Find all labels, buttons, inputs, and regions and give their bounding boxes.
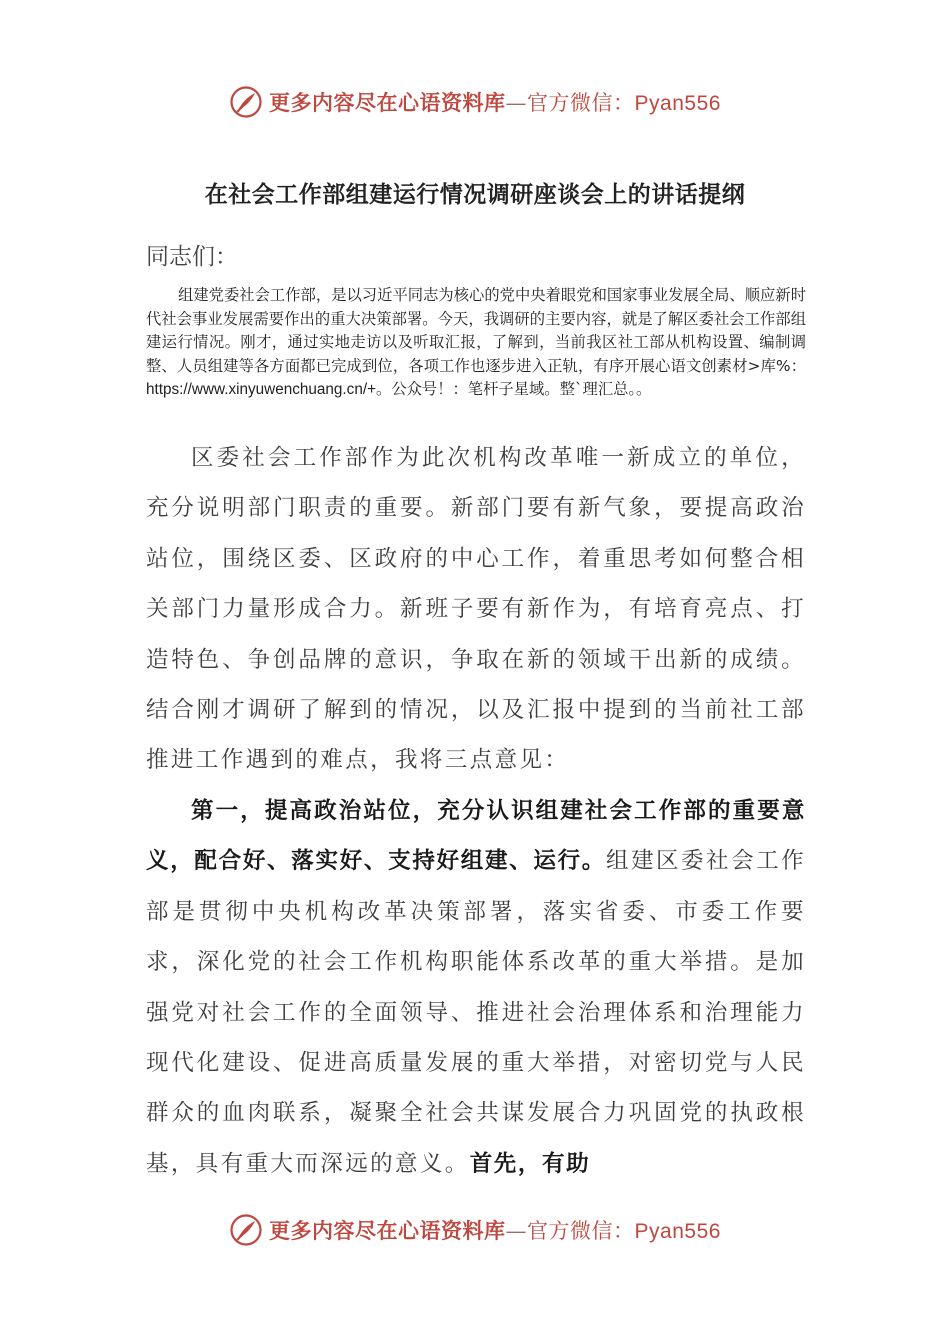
watermark-text [269, 1215, 721, 1245]
body-paragraph-1: 区委社会工作部作为此次机构改革唯一新成立的单位，充分说明部门职责的重要。新部门要有新气象，要提高政治站位，围绕区委、区政府的中心工作，着重思考如何整合相关部门力量形成合力。新班子要有新作为，有培育亮点、打造特色、争创品牌的意识，争取在新的领域干出新的成绩。结合刚才调研了解到的情况，以及汇报中提到的当前社工部推进工作遇到的难点，我将三点意见： [146, 445, 806, 774]
quill-logo-icon [229, 85, 263, 119]
watermark-label: 官方微信： [527, 1219, 635, 1243]
intro-paragraph [146, 284, 806, 402]
intro-tail: 。公众号！：笔杆子星域。整`理汇总。。 [376, 380, 652, 399]
watermark-brand: 更多内容尽在心语资料库 [269, 1218, 506, 1243]
watermark-id: Pyan556 [634, 1220, 721, 1243]
watermark-label: 官方微信： [527, 91, 635, 115]
watermark-id: Pyan556 [634, 92, 721, 115]
intro-url: https://www.xinyuwenchuang.cn/+ [146, 381, 377, 399]
greeting: 同志们： [146, 244, 238, 270]
quill-logo-icon [229, 1213, 263, 1247]
header-watermark [0, 80, 950, 124]
footer-watermark [0, 1208, 950, 1252]
watermark-separator: — [505, 1219, 528, 1243]
watermark-brand: 更多内容尽在心语资料库 [269, 90, 506, 115]
watermark-text [269, 87, 721, 117]
paragraph-2-text: 组建区委社会工作部是贯彻中央机构改革决策部署，落实省委、市委工作要求，深化党的社会工作机构职能体系改革的重大举措。是加强党对社会工作的全面领导、推进社会治理体系和治理能力现代化建设、促进高质量发展的重大举措，对密切党与人民群众的血肉联系，凝聚全社会共谋发展合力巩固党的执政根基，具有重大而深远的意义。 [146, 848, 806, 1177]
intro-text: 组建党委社会工作部，是以习近平同志为核心的党中央着眼党和国家事业发展全局、顺应新时代社会事业发展需要作出的重大决策部署。今天，我调研的主要内容，就是了解区委社会工作部组建运行情况。刚才，通过实地走访以及听取汇报，了解到，当前我区社工部从机构设置、编制调整、人员组建等各方面都已完成到位，各项工作也逐步进入正轨，有序开展心语文创素材>库%： [146, 286, 806, 375]
body-paragraph-2 [146, 786, 806, 1189]
document-title: 在社会工作部组建运行情况调研座谈会上的讲话提纲 [204, 182, 746, 208]
paragraph-2-tail: 首先，有助 [469, 1150, 591, 1177]
section-heading-1: 第一，提高政治站位，充分认识组建社会工作部的重要意义，配合好、落实好、支持好组建、运行。 [146, 798, 806, 875]
watermark-separator: — [505, 91, 528, 115]
